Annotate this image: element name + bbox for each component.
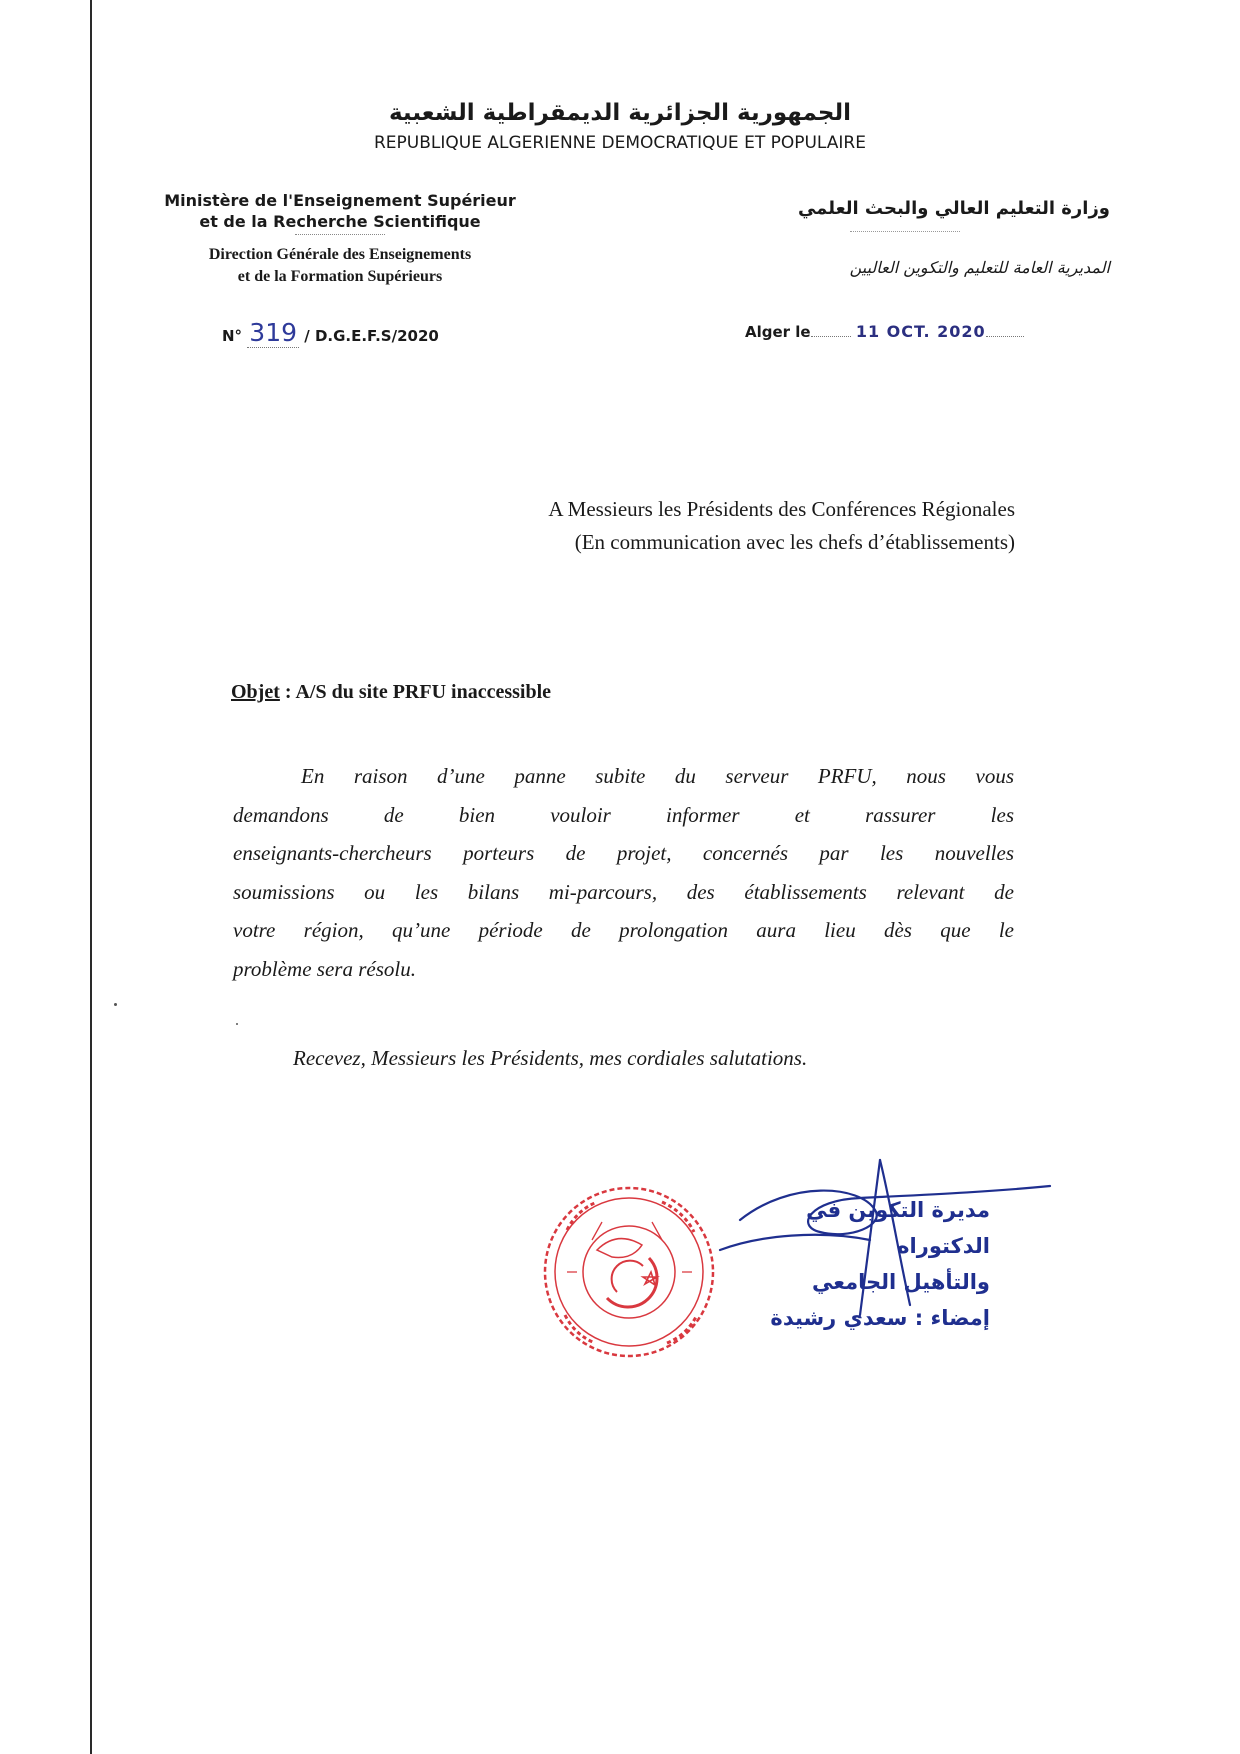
subject-line: [231, 681, 551, 704]
arabic-ministry-separator: [850, 231, 960, 232]
recipient-line-2: (En communication avec les chefs d’établissements): [574, 530, 1015, 554]
body-line-5: votre région, qu’une période de prolongation aura lieu dès que le: [233, 918, 1014, 942]
ministry-block: [130, 190, 550, 232]
signatory-title-line-1: مديرة التكوين في الدكتوراه: [806, 1198, 990, 1258]
arabic-ministry-name: وزارة التعليم العالي والبحث العلمي: [797, 198, 1110, 219]
reference-suffix: / D.G.E.F.S/2020: [304, 327, 439, 345]
ministry-line-2: et de la Recherche Scientifique: [199, 212, 481, 231]
reference-prefix: N°: [222, 327, 243, 345]
ministry-line-1: Ministère de l'Enseignement Supérieur: [164, 191, 516, 210]
body-line-2: demandons de bien vouloir informer et rassurer les: [233, 802, 1014, 827]
place-label: Alger le: [745, 323, 811, 341]
body-line-6: problème sera résolu.: [233, 956, 416, 981]
closing-salutation: Recevez, Messieurs les Présidents, mes cordiales salutations.: [293, 1046, 808, 1070]
body-line-3: enseignants-chercheurs porteurs de projet, concernés par les nouvelles: [233, 841, 1014, 865]
signatory-title-line-2: والتأهيل الجامعي: [812, 1270, 990, 1294]
place-and-date: [745, 322, 1024, 341]
direction-block: [130, 244, 550, 288]
recipient-line-1: A Messieurs les Présidents des Conférences Régionales: [548, 497, 1015, 521]
signatory-block: [720, 1192, 990, 1336]
stamped-date: 11 OCT. 2020: [855, 322, 986, 341]
signatory-name: إمضاء : سعدي رشيدة: [770, 1306, 990, 1330]
official-seal-stamp: [537, 1180, 722, 1365]
arabic-direction-name: المديرية العامة للتعليم والتكوين العاليين: [849, 258, 1110, 277]
recipient-block: [300, 493, 1015, 559]
reference-number: [222, 318, 439, 348]
dotted-filler: [986, 336, 1024, 337]
scan-speck: [236, 1023, 238, 1025]
dotted-filler: [811, 336, 851, 337]
subject-text: : A/S du site PRFU inaccessible: [284, 681, 552, 703]
reference-handwritten-number: 319: [249, 318, 298, 347]
body-line-4: soumissions ou les bilans mi-parcours, des établissements relevant de: [233, 879, 1014, 904]
ministry-separator: [295, 234, 385, 235]
scan-speck: [114, 1003, 117, 1006]
french-republic-title: REPUBLIQUE ALGERIENNE DEMOCRATIQUE ET POPULAIRE: [374, 133, 866, 153]
subject-label: Objet: [231, 681, 280, 703]
arabic-republic-title: الجمهورية الجزائرية الديمقراطية الشعبية: [388, 100, 852, 126]
letter-body: [233, 757, 1014, 988]
body-line-1: En raison d’une panne subite du serveur PRFU, nous vous: [301, 764, 1014, 788]
direction-line-1: Direction Générale des Enseignements: [208, 246, 472, 263]
page-left-border: [90, 0, 92, 1754]
direction-line-2: et de la Formation Supérieurs: [237, 268, 443, 285]
